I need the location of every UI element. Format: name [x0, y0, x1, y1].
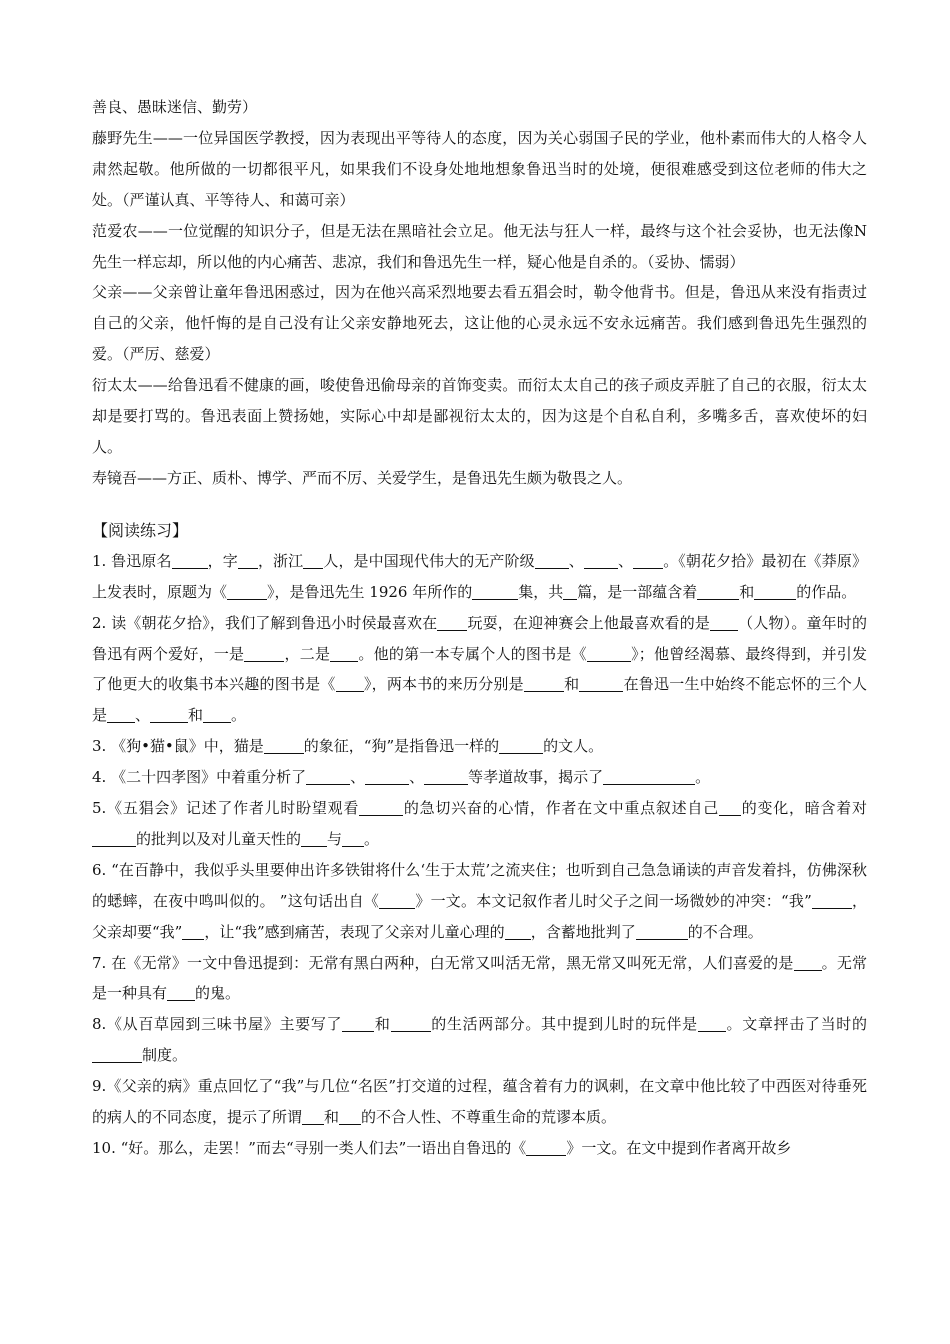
q5-text: 5.《五猖会》记述了作者儿时盼望观看 — [92, 799, 360, 818]
q2-text: 》，两本书的来历分别是 — [363, 675, 524, 694]
q8-text: 和 — [374, 1015, 391, 1034]
q4-text: 等孝道故事，揭示了 — [468, 768, 604, 787]
answer-blank[interactable] — [301, 829, 327, 847]
answer-blank[interactable] — [264, 736, 304, 754]
question-10 — [92, 1133, 867, 1164]
answer-blank[interactable] — [698, 1014, 726, 1032]
answer-blank[interactable] — [754, 582, 796, 600]
answer-blank[interactable] — [238, 551, 258, 569]
q3-text: 的文人。 — [543, 737, 604, 756]
q8-text: 的生活两部分。其中提到儿时的玩伴是 — [430, 1015, 698, 1034]
q7-text: 的鬼。 — [195, 984, 241, 1003]
q7-text: 。无常是一种具有 — [92, 953, 867, 1003]
answer-blank[interactable] — [182, 922, 204, 940]
answer-blank[interactable] — [336, 674, 364, 692]
answer-blank[interactable] — [339, 1107, 361, 1125]
character-note-yan-taitai: 衍太太——给鲁迅看不健康的画，唆使鲁迅偷母亲的首饰变卖。而衍太太自己的孩子顽皮弄脏了自己的衣服，衍太太却是要打骂的。鲁迅表面上赞扬她，实际心中却是鄙视衍太太的，因为这是个自私自利，多嘴多舌，喜欢使坏的妇人。 — [92, 376, 867, 456]
answer-blank[interactable] — [535, 551, 569, 569]
question-4 — [92, 762, 867, 793]
q5-text: 与 — [327, 829, 343, 848]
q4-text: 、 — [350, 768, 366, 787]
q3-text: 3. 《狗•猫•鼠》中，猫是 — [92, 737, 264, 756]
q2-text: 》；他曾经渴慕、最终得到，并引发了他更大的收集书本兴趣的图书是《 — [92, 644, 867, 694]
character-note-fan-ainong: 范爱农——一位觉醒的知识分子，但是无法在黑暗社会立足。他无法与狂人一样，最终与这个社会妥协，也无法像N先生一样忘却，所以他的内心痛苦、悲凉，我们和鲁迅先生一样，疑心他是自杀的。（妥协、懦弱） — [92, 221, 867, 271]
q2-text: 。 — [231, 706, 247, 725]
answer-blank[interactable] — [365, 767, 409, 785]
question-9 — [92, 1071, 867, 1133]
answer-blank[interactable] — [167, 983, 195, 1001]
answer-blank[interactable] — [584, 551, 618, 569]
answer-blank[interactable] — [424, 767, 468, 785]
q9-text: 9.《父亲的病》重点回忆了“我”与几位“名医”打交道的过程，蕴含着有力的讽刺，在文章中他比较了中西医对待垂死的病人的不同态度，提示了所谓 — [92, 1077, 867, 1127]
answer-blank[interactable] — [499, 736, 543, 754]
document-page — [92, 92, 867, 1164]
answer-blank[interactable] — [579, 674, 623, 692]
q3-text: 的象征，“狗”是指鲁迅一样的 — [303, 737, 500, 756]
answer-blank[interactable] — [697, 582, 739, 600]
q8-text: 8.《从百草园到三味书屋》主要写了 — [92, 1015, 343, 1034]
answer-blank[interactable] — [172, 551, 208, 569]
q1-text: 篇，是一部蕴含着 — [577, 582, 698, 601]
answer-blank[interactable] — [92, 1045, 142, 1063]
answer-blank[interactable] — [203, 705, 231, 723]
answer-blank[interactable] — [342, 829, 364, 847]
q2-text: （人物）。童年时的鲁迅有两个爱好，一是 — [92, 613, 867, 663]
character-note-shou-jingwu: 寿镜吾——方正、质朴、博学、严而不厉、关爱学生，是鲁迅先生颇为敬畏之人。 — [92, 468, 633, 487]
answer-blank[interactable] — [306, 767, 350, 785]
q6-text: 》一文。本文记叙作者儿时父子之间一场微妙的冲突：“我” — [415, 891, 812, 910]
answer-blank[interactable] — [603, 767, 695, 785]
q7-text: 7. 在《无常》一文中鲁迅提到：无常有黑白两种，白无常又叫活无常，黑无常又叫死无常，人们喜爱的是 — [92, 953, 794, 972]
q5-text: 的批判以及对儿童天性的 — [136, 829, 302, 848]
q9-text: 和 — [324, 1108, 340, 1127]
q4-text: 4. 《二十四孝图》中着重分析了 — [92, 768, 307, 787]
q6-text: ，父亲却要“我” — [92, 891, 867, 941]
section-title: 【阅读练习】 — [92, 520, 189, 540]
q5-text: 。 — [364, 829, 380, 848]
question-2 — [92, 608, 867, 732]
q1-text: 人，是中国现代伟大的无产阶级 — [323, 551, 535, 570]
q2-text: 在鲁迅一生中始终不能忘怀的三个人是 — [92, 675, 867, 725]
answer-blank[interactable] — [330, 644, 358, 662]
answer-blank[interactable] — [505, 922, 531, 940]
answer-blank[interactable] — [563, 582, 577, 600]
q1-text: ，字 — [207, 551, 238, 570]
q1-text: 的作品。 — [796, 582, 857, 601]
q5-text: 的变化，暗含着对 — [740, 799, 867, 818]
answer-blank[interactable] — [150, 705, 188, 723]
answer-blank[interactable] — [342, 1014, 374, 1032]
q2-text: 2. 读《朝花夕拾》，我们了解到鲁迅小时侯最喜欢在 — [92, 613, 438, 632]
answer-blank[interactable] — [719, 798, 741, 816]
q2-text: 、 — [135, 706, 151, 725]
answer-blank[interactable] — [244, 644, 284, 662]
q1-text: 。《朝花夕拾》最初在《莽原》上发表时，原题为《 — [92, 551, 867, 601]
q2-text: 和 — [563, 675, 580, 694]
question-5 — [92, 793, 867, 855]
q8-text: 制度。 — [142, 1046, 188, 1065]
answer-blank[interactable] — [303, 551, 323, 569]
q8-text: 。文章抨击了当时的 — [725, 1015, 867, 1034]
q5-text: 的急切兴奋的心情，作者在文中重点叙述自己 — [403, 799, 719, 818]
character-note-continued: 善良、愚昧迷信、勤劳） — [92, 98, 258, 116]
q10-text: 》一文。在文中提到作者离开故乡 — [566, 1139, 792, 1157]
character-note-fujino: 藤野先生——一位异国医学教授，因为表现出平等待人的态度，因为关心弱国子民的学业，他朴素而伟大的人格令人肃然起敬。他所做的一切都很平凡，如果我们不设身处地地想象鲁迅当时的处境，便很难感受到这位老师的伟大之处。（严谨认真、平等待人、和蔼可亲） — [92, 128, 867, 209]
q9-text: 的不合人性、不尊重生命的荒谬本质。 — [361, 1108, 617, 1127]
q1-text: 和 — [739, 582, 755, 601]
answer-blank[interactable] — [227, 582, 267, 600]
answer-blank[interactable] — [794, 953, 822, 971]
q4-text: 、 — [409, 768, 425, 787]
answer-blank[interactable] — [587, 644, 631, 662]
section-spacer — [92, 494, 867, 516]
q10-text: 10. “好。那么，走罢！”而去“寻别一类人们去”一语出自鲁迅的《 — [92, 1139, 527, 1157]
answer-blank[interactable] — [379, 891, 415, 909]
question-7 — [92, 948, 867, 1010]
question-1 — [92, 546, 867, 608]
question-3 — [92, 731, 867, 762]
q6-text: 6. “在百静中，我似乎头里要伸出许多铁钳将什么‘生于太荒’之流夹住；也听到自己急急诵读的声音发着抖，仿佛深秋的蟋蟀，在夜中鸣叫似的。 ”这句话出自《 — [92, 860, 867, 910]
character-note-father: 父亲——父亲曾让童年鲁迅困惑过，因为在他兴高采烈地要去看五猖会时，勒令他背书。但是，鲁迅从来没有指责过自己的父亲，他忏悔的是自己没有让父亲安静地死去，这让他的心灵永远不安永远痛苦。我们感到鲁迅先生强烈的爱。（严厉、慈爱） — [92, 283, 867, 364]
question-6 — [92, 855, 867, 948]
answer-blank[interactable] — [107, 705, 135, 723]
q2-text: 和 — [188, 706, 204, 725]
answer-blank[interactable] — [359, 798, 403, 816]
q1-text: 集，共 — [518, 582, 564, 601]
q6-text: ，让“我”感到痛苦，表现了父亲对儿童心理的 — [204, 922, 505, 941]
q1-text: ，浙江 — [257, 551, 304, 570]
q1-text: 、 — [617, 551, 634, 570]
answer-blank[interactable] — [391, 1014, 431, 1032]
q2-text: 。他的第一本专属个人的图书是《 — [358, 644, 587, 663]
q2-text: 玩耍，在迎神赛会上他最喜欢看的是 — [467, 613, 711, 632]
answer-blank[interactable] — [633, 551, 663, 569]
q2-text: ，二是 — [284, 644, 331, 663]
q6-text: 的不合理。 — [687, 922, 763, 941]
answer-blank[interactable] — [526, 1138, 566, 1156]
q1-text: 、 — [568, 551, 584, 570]
question-8 — [92, 1009, 867, 1071]
answer-blank[interactable] — [472, 582, 518, 600]
q1-text: 》，是鲁迅先生 1926 年所作的 — [267, 582, 473, 601]
answer-blank[interactable] — [812, 891, 852, 909]
answer-blank[interactable] — [524, 674, 564, 692]
answer-blank[interactable] — [92, 829, 136, 847]
q4-text: 。 — [695, 768, 711, 787]
answer-blank[interactable] — [302, 1107, 324, 1125]
answer-blank[interactable] — [710, 613, 738, 631]
answer-blank[interactable] — [437, 613, 467, 631]
q6-text: ，含蓄地批判了 — [530, 922, 636, 941]
answer-blank[interactable] — [636, 922, 688, 940]
q1-text: 1. 鲁迅原名 — [92, 551, 172, 570]
